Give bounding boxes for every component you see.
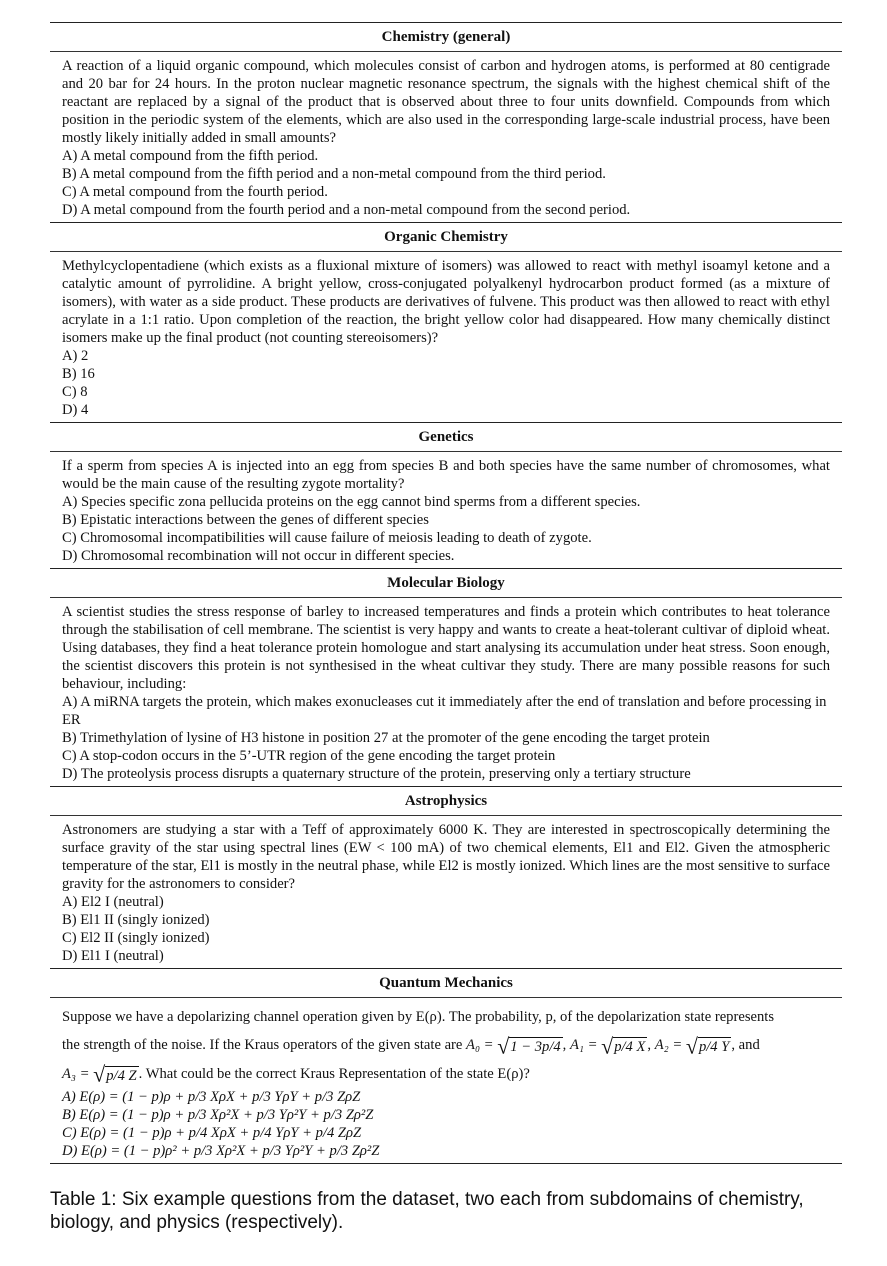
section-quantum-mechanics — [50, 969, 842, 1164]
section-body — [50, 816, 842, 969]
option-c: C) E(ρ) = (1 − p)ρ + p/4 XρX + p/4 YρY + p/4 ZρZ — [62, 1125, 362, 1142]
option-a: A) 2 — [62, 348, 89, 364]
option-b: B) A metal compound from the fifth period and a non-metal compound from the third period. — [62, 166, 606, 182]
example-questions-table — [50, 22, 842, 1164]
kraus-a3-label: A₃ = — [62, 1065, 90, 1082]
option-c: C) A stop-codon occurs in the 5’-UTR region of the gene encoding the target protein — [62, 748, 556, 764]
section-astrophysics — [50, 787, 842, 969]
option-a: A) A metal compound from the fifth period. — [62, 148, 319, 164]
question-line-3-text: What could be the correct Kraus Representation of the state E(ρ)? — [145, 1065, 530, 1082]
option-a: A) El2 I (neutral) — [62, 894, 164, 910]
kraus-a1-radicand: p/4 X — [614, 1039, 646, 1056]
question-text: A reaction of a liquid organic compound, which molecules consist of carbon and hydrogen atoms, is performed at 80 centigrade and 20 bar for 24 hours. In the proton nuclear magnetic resonance spectrum, the signals with the highest chemical shift of the reactant are replaced by a signal of the product that is observed about three to four units downfield. Compounds from which position in the periodic system of the elements, which are also used in the corresponding large-scale industrial process, have been mostly likely initially added in small amounts? — [62, 58, 830, 146]
section-genetics — [50, 423, 842, 569]
kraus-a2-label: A₂ = — [654, 1037, 683, 1053]
option-d: D) 4 — [62, 402, 89, 418]
option-c: C) El2 II (singly ionized) — [62, 930, 210, 946]
section-title: Organic Chemistry — [50, 223, 842, 252]
option-b: B) Trimethylation of lysine of H3 histone in position 27 at the promoter of the gene encoding the target protein — [62, 730, 710, 746]
question-text: If a sperm from species A is injected into an egg from species B and both species have the same number of chromosomes, what would be the main cause of the resulting zygote mortality? — [62, 458, 830, 492]
section-molecular-biology — [50, 569, 842, 787]
section-body — [50, 998, 842, 1164]
question-line-3: A₃ = √p/4 Z . What could be the correct Kraus Representation of the state E(ρ)? — [62, 1061, 530, 1087]
section-title: Astrophysics — [50, 787, 842, 816]
option-b: B) 16 — [62, 366, 95, 382]
section-title: Genetics — [50, 423, 842, 452]
kraus-a0-radicand: 1 − 3p/4 — [510, 1039, 561, 1056]
section-body — [50, 52, 842, 223]
option-a: A) A miRNA targets the protein, which makes exonucleases cut it immediately after the end of translation and before processing in ER — [62, 694, 827, 728]
kraus-a2-radicand: p/4 Y — [698, 1039, 730, 1056]
question-text: A scientist studies the stress response of barley to increased temperatures and finds a protein which contributes to heat tolerance through the stabilisation of cell membrane. The scientist is very happy and wants to create a heat-tolerant cultivar of diploid wheat. Using databases, they find a heat tolerance protein homologue and start analysing its accumulation under heat stress. Soon enough, the scientist discovers this protein is not synthesised in the wheat cultivar they study. There are many possible reasons for such behaviour, including: — [62, 604, 830, 692]
section-body — [50, 252, 842, 423]
option-a: A) E(ρ) = (1 − p)ρ + p/3 XρX + p/3 YρY + p/3 ZρZ — [62, 1089, 361, 1106]
question-line-2-text: the strength of the noise. If the Kraus operators of the given state are — [62, 1037, 463, 1053]
option-d: D) The proteolysis process disrupts a quaternary structure of the protein, preserving only a tertiary structure — [62, 766, 691, 782]
kraus-a0-sqrt: √1 − 3p/4 — [497, 1033, 561, 1059]
question-and: and — [738, 1037, 760, 1053]
option-c: C) 8 — [62, 384, 88, 400]
section-body — [50, 452, 842, 569]
kraus-a1-sqrt: √p/4 X — [601, 1033, 646, 1059]
section-title: Quantum Mechanics — [50, 969, 842, 998]
option-c: C) Chromosomal incompatibilities will cause failure of meiosis leading to death of zygote. — [62, 530, 592, 546]
section-body — [50, 598, 842, 787]
kraus-a3-radicand: p/4 Z — [106, 1067, 137, 1084]
option-b: B) El1 II (singly ionized) — [62, 912, 210, 928]
option-b: B) Epistatic interactions between the genes of different species — [62, 512, 429, 528]
section-title: Chemistry (general) — [50, 23, 842, 52]
section-title: Molecular Biology — [50, 569, 842, 598]
section-chemistry-general — [50, 23, 842, 223]
question-text: Methylcyclopentadiene (which exists as a fluxional mixture of isomers) was allowed to react with methyl isoamyl ketone and a catalytic amount of pyrrolidine. A bright yellow, cross-conjugated polyalkenyl hydrocarbon product formed (as a mixture of isomers), with water as a side product. These products are derivatives of fulvene. This product was then allowed to react with ethyl acrylate in a 1:1 ratio. Upon completion of the reaction, the bright yellow color had disappeared. How many chemically distinct isomers make up the final product (not counting stereoisomers)? — [62, 258, 830, 346]
kraus-a1-label: A₁ = — [569, 1037, 598, 1053]
option-d: D) A metal compound from the fourth period and a non-metal compound from the second period. — [62, 202, 631, 218]
option-d: D) El1 I (neutral) — [62, 948, 164, 964]
question-line-2: the strength of the noise. If the Kraus operators of the given state are A₀ = √1 − 3p/4 , A₁ = √p/4 X , A₂ = √p/4 Y , and — [62, 1033, 760, 1059]
option-b: B) E(ρ) = (1 − p)ρ + p/3 Xρ²X + p/3 Yρ²Y + p/3 Zρ²Z — [62, 1107, 374, 1124]
option-c: C) A metal compound from the fourth period. — [62, 184, 328, 200]
question-line-1: Suppose we have a depolarizing channel operation given by E(ρ). The probability, p, of the depolarization state represents — [62, 1009, 775, 1025]
kraus-a3-sqrt: √p/4 Z — [93, 1061, 137, 1087]
kraus-a0-label: A₀ = — [466, 1037, 494, 1053]
table-caption: Table 1: Six example questions from the dataset, two each from subdomains of chemistry, biology, and physics (respectively). — [50, 1189, 804, 1233]
option-d: D) E(ρ) = (1 − p)ρ² + p/3 Xρ²X + p/3 Yρ²Y + p/3 Zρ²Z — [62, 1143, 380, 1160]
option-a: A) Species specific zona pellucida proteins on the egg cannot bind sperms from a different species. — [62, 494, 641, 510]
section-organic-chemistry — [50, 223, 842, 423]
question-text: Astronomers are studying a star with a Teff of approximately 6000 K. They are interested in spectroscopically determining the surface gravity of the star using spectral lines (EW < 100 mA) of two chemical elements, El1 and El2. Given the atmospheric temperature of the star, El1 is mostly in the neutral phase, while El2 is mostly ionized. Which lines are the most sensitive to surface gravity for the astronomers to consider? — [62, 822, 830, 892]
option-d: D) Chromosomal recombination will not occur in different species. — [62, 548, 455, 564]
kraus-a2-sqrt: √p/4 Y — [685, 1033, 730, 1059]
